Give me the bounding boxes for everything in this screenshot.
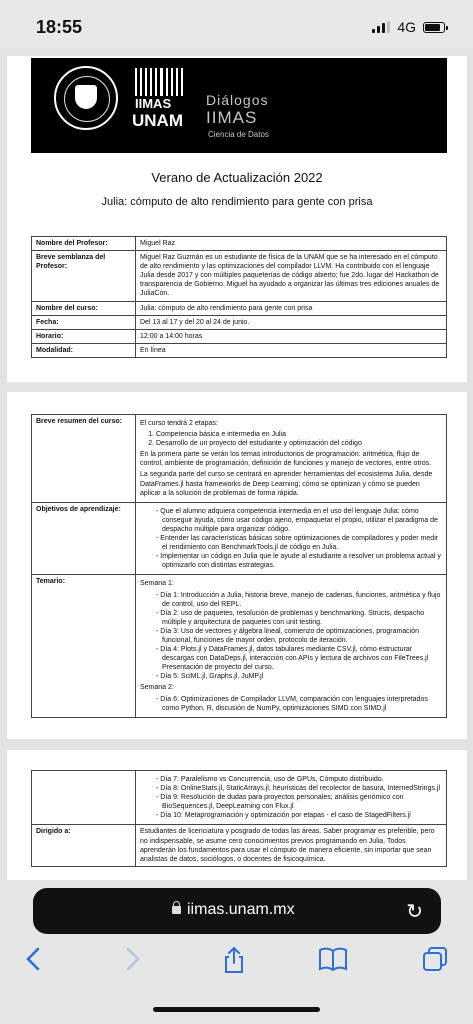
table-row: Nombre del curso: Julia: cómputo de alto rendimiento para gente con prisa xyxy=(32,301,447,315)
list-item: - Día 9: Resolución de dudas para proyectos personales; análisis genómico con BioSequences.jl, DeepLearning con Flux.jl xyxy=(156,793,442,811)
list-item: - Día 3: Uso de vectores y álgebra lineal, comienzo de optimizaciones, programación funcional, funciones de mayor orden, protocolo de iteración. xyxy=(156,627,442,645)
reload-icon[interactable]: ↻ xyxy=(406,901,423,923)
list-item: - Implementar un código en Julia que le ayude al estudiante a resolver un problema actual y optimizarlo con distintas estrategias. xyxy=(156,552,442,570)
table-row: Objetivos de aprendizaje: - Que el alumno adquiera competencia intermedia en el uso del lenguaje Julia: cómo conseguir ayuda, cómo usar código ajeno, empaquetar el propio, utilizar el paradigma de despacho múltiple para organizar código. - Entender las características básicas sobre optimizaciones de compiladores y poder medir el rendimiento con BenchmarkTools.jl de código en Julia. - Implementar un código en Julia que le ayude al estudiante a resolver un problema actual y optimizarlo con distintas estrategias. xyxy=(32,502,447,575)
list-item: - Día 2: uso de paquetes, resolución de problemas y benchmarking. Structs, despacho múltiple y arquitectura de paquetes con unit testing. xyxy=(156,609,442,627)
header-banner xyxy=(31,58,447,153)
table-row: Dirigido a: Estudiantes de licenciatura y posgrado de todas las áreas. Saber programar es preferible, pero no indispensable, se asume cero conocimientos previos programando en Julia. Todos aprenderán los fundamentos para usar el cómputo de manera eficiente, sin importar que sean analistas de datos, sociólogos, o docentes de fisicoquímica. xyxy=(32,825,447,866)
list-item: 2. Desarrollo de un proyecto del estudiante y optimización del código xyxy=(156,439,442,448)
share-icon[interactable] xyxy=(222,946,246,981)
forward-icon[interactable] xyxy=(124,946,142,979)
iimas-logo-text: IIMAS xyxy=(135,96,172,111)
table-row: Fecha: Del 13 al 17 y del 20 al 24 de junio. xyxy=(32,315,447,329)
url-text: iimas.unam.mx xyxy=(187,901,295,918)
status-bar xyxy=(0,0,473,48)
document-subtitle: Julia: cómputo de alto rendimiento para gente con prisa xyxy=(101,196,373,208)
list-item: - Día 6: Optimizaciones de Compilador LLVM, comparación con lenguajes interpretados como Python, R, discusión de NumPy, optimizaciones SIMD con SIMD.jl xyxy=(156,695,442,713)
home-indicator[interactable] xyxy=(153,1007,320,1012)
table-row: Modalidad: En línea xyxy=(32,343,447,357)
list-item: - Entender las características básicas sobre optimizaciones de compiladores y poder medir el rendimiento con BenchmarkTools.jl de código en Julia. xyxy=(156,534,442,552)
list-item: - Día 8: OnlineStats.jl, StaticArrays.jl, heurísticas del recolector de basura, InternedStrings.jl xyxy=(156,784,442,793)
document-page-2 xyxy=(7,392,467,739)
document-page-3 xyxy=(7,750,467,880)
table-row: Nombre del Profesor: Miguel Raz xyxy=(32,237,447,251)
list-item: - Día 4: Plots.jl y DataFrames.jl, datos tabulares mediante CSV.jl, cómo estructurar descargas con DataDeps.jl, interacción con APIs y lectura de archivos con FileTrees.jl Presentación de proyecto del curso. xyxy=(156,645,442,672)
status-right xyxy=(372,19,445,35)
iimas-logo xyxy=(135,68,183,96)
unam-seal-logo xyxy=(54,66,118,130)
document-title: Verano de Actualización 2022 xyxy=(151,170,323,185)
list-item: - Día 1: Introducción a Julia, historia breve, manejo de cadenas, funciones, aritmética y flujo de control, uso del REPL. xyxy=(156,591,442,609)
unam-logo-text: UNAM xyxy=(132,111,183,130)
semana2-list xyxy=(140,695,442,713)
status-time: 18:55 xyxy=(36,17,83,37)
table-row xyxy=(32,771,447,825)
semana1-list xyxy=(140,591,442,682)
lock-icon xyxy=(172,906,181,914)
semana2-list-cont xyxy=(140,775,442,820)
battery-icon xyxy=(423,22,445,33)
browser-nav xyxy=(0,940,473,980)
bookmarks-icon[interactable] xyxy=(318,946,348,979)
document-page-1 xyxy=(7,56,467,382)
list-item: - Que el alumno adquiera competencia intermedia en el uso del lenguaje Julia: cómo conseguir ayuda, cómo usar código ajeno, empaquetar el propio, utilizar el paradigma de despacho múltiple para organizar código. xyxy=(156,507,442,534)
list-item: 1. Competencia básica e intermedia en Julia xyxy=(156,430,442,439)
table-row: Temario: Semana 1: - Día 1: Introducción a Julia, historia breve, manejo de cadenas, funciones, aritmética y flujo de control, uso del REPL. - Día 2: uso de paquetes, resolución de problemas y benchmarking. Structs, despacho múltiple y arquitectura de paquetes con unit testing. - Día 3: Uso de vectores y álgebra lineal, comienzo de optimizaciones, programación funcional, funciones de mayor orden, protocolo de iteración. - Día 4: Plots.jl y DataFrames.jl, datos tabulares mediante CSV.jl, cómo estructurar descargas con DataDeps.jl, interacción con APIs y lectura de archivos con FileTrees.jl Presentación de proyecto del curso. - Día 5: SciML.jl, Graphs.jl, JuMP.jl Semana 2: - Día 6: Optimizaciones de Compilador LLVM, comparación con lenguajes interpretados como Python, R, discusión de NumPy, optimizaciones SIMD con SIMD.jl xyxy=(32,575,447,717)
list-item: - Día 10: Metaprogramación y optimización por etapas - el caso de StagedFilters.jl xyxy=(156,811,442,820)
course-details-table xyxy=(31,414,447,718)
browser-toolbar xyxy=(0,880,473,1024)
dialogos-iimas-text: IIMAS xyxy=(206,108,258,127)
course-info-table xyxy=(31,236,447,358)
table-row: Breve semblanza del Profesor: Miguel Raz Guzmán es un estudiante de física de la UNAM que se ha interesado en el cómputo de alto rendimiento y las optimizaciones del compilador LLVM. Ha contribuido con el lenguaje Julia desde 2017 y con múltiples paqueterías de código abierto; fue 2do. lugar del Hackathon de transparencia de Gobierno. Miguel ha ayudado a organizar las últimas tres ediciones anuales de JuliaCon. xyxy=(32,251,447,301)
list-item: - Día 7: Paralelismo vs Concurrencia, uso de GPUs, Cómputo distribuido. xyxy=(156,775,442,784)
table-row: Horario: 12:00 a 14:00 horas xyxy=(32,329,447,343)
signal-icon xyxy=(372,21,390,33)
list-item: - Día 5: SciML.jl, Graphs.jl, JuMP.jl xyxy=(156,672,442,681)
network-type: 4G xyxy=(397,19,416,35)
address-bar[interactable] xyxy=(33,888,441,934)
table-row: Breve resumen del curso: El curso tendrá 2 etapas: 1. Competencia básica e intermedia en Julia 2. Desarrollo de un proyecto del estudiante y optimización del código En la primera parte se verán los temas introductorios de programación: aritmética, flujo de control, ambiente de programación, definición de funciones y manejo de vectores, entre otros. La segunda parte del curso se centrará en aprender herramientas del ecosistema Julia, desde DataFrames.jl hasta frameworks de Deep Learning; cómo se optimizan y cómo se pueden aplicar a la solución de problemas de forma rápida. xyxy=(32,415,447,503)
etapas-list xyxy=(140,430,442,448)
course-details-table-cont xyxy=(31,770,447,867)
tabs-icon[interactable] xyxy=(422,946,448,979)
back-icon[interactable] xyxy=(24,946,42,979)
dialogos-logo-text: Diálogos xyxy=(206,92,269,108)
ciencia-datos-text: Ciencia de Datos xyxy=(208,130,269,139)
objetivos-list xyxy=(140,507,442,571)
